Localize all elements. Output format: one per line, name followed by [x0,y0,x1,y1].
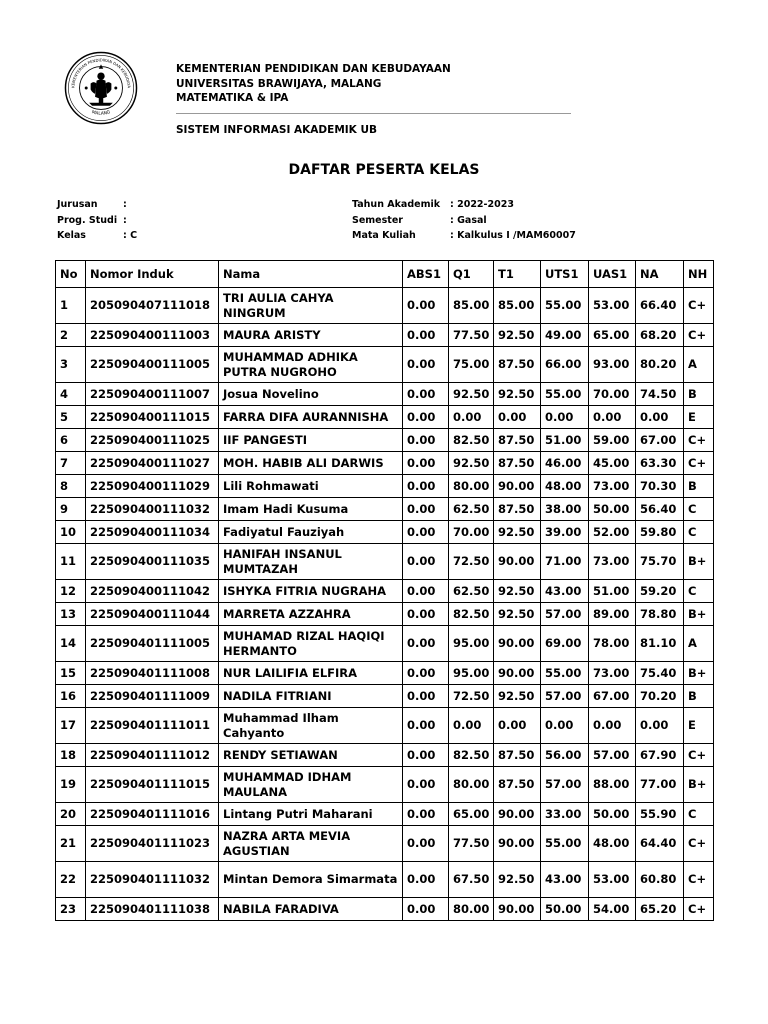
table-row [56,544,714,580]
cell-nh: B+ [684,544,714,580]
institution-header [176,62,451,106]
cell-uas1: 54.00 [589,898,636,921]
cell-uas1: 51.00 [589,580,636,603]
faculty-name: MATEMATIKA & IPA [176,92,289,104]
ministry-name: KEMENTERIAN PENDIDIKAN DAN KEBUDAYAAN [176,63,451,75]
prodi-separator: : [123,214,127,226]
cell-na: 75.40 [636,662,684,685]
cell-uas1: 65.00 [589,324,636,347]
cell-uts1: 0.00 [541,708,589,744]
cell-t1: 85.00 [494,288,541,324]
cell-no: 8 [56,475,86,498]
cell-abs1: 0.00 [403,521,449,544]
cell-nh: C [684,498,714,521]
cell-nomor-induk: 225090400111034 [86,521,219,544]
cell-q1: 0.00 [449,406,494,429]
cell-nama: MARRETA AZZAHRA [219,603,403,626]
cell-nh: A [684,347,714,383]
cell-na: 78.80 [636,603,684,626]
cell-abs1: 0.00 [403,603,449,626]
cell-nama: NABILA FARADIVA [219,898,403,921]
cell-abs1: 0.00 [403,803,449,826]
table-row [56,767,714,803]
cell-uas1: 78.00 [589,626,636,662]
cell-uts1: 50.00 [541,898,589,921]
column-header-nh: NH [684,261,714,288]
cell-nomor-induk: 225090400111015 [86,406,219,429]
cell-t1: 87.50 [494,429,541,452]
cell-uas1: 73.00 [589,662,636,685]
cell-q1: 70.00 [449,521,494,544]
cell-t1: 90.00 [494,626,541,662]
cell-uts1: 71.00 [541,544,589,580]
cell-t1: 92.50 [494,862,541,898]
cell-nama: HANIFAH INSANUL MUMTAZAH [219,544,403,580]
cell-uas1: 70.00 [589,383,636,406]
cell-na: 0.00 [636,708,684,744]
cell-na: 0.00 [636,406,684,429]
cell-uas1: 50.00 [589,803,636,826]
cell-nomor-induk: 225090400111035 [86,544,219,580]
cell-nama: Mintan Demora Simarmata [219,862,403,898]
cell-nh: B [684,685,714,708]
cell-nama: FARRA DIFA AURANNISHA [219,406,403,429]
cell-nh: B [684,383,714,406]
cell-abs1: 0.00 [403,452,449,475]
cell-abs1: 0.00 [403,744,449,767]
cell-nomor-induk: 225090401111012 [86,744,219,767]
cell-q1: 72.50 [449,685,494,708]
semester-value: : Gasal [450,214,487,226]
cell-uas1: 0.00 [589,406,636,429]
cell-uts1: 57.00 [541,767,589,803]
cell-na: 59.20 [636,580,684,603]
cell-q1: 80.00 [449,767,494,803]
cell-na: 70.20 [636,685,684,708]
cell-nh: C+ [684,862,714,898]
table-row [56,475,714,498]
cell-no: 18 [56,744,86,767]
cell-nama: NUR LAILIFIA ELFIRA [219,662,403,685]
cell-na: 55.90 [636,803,684,826]
tahun-value: : 2022-2023 [450,199,514,210]
cell-nomor-induk: 225090401111015 [86,767,219,803]
cell-nama: MOH. HABIB ALI DARWIS [219,452,403,475]
cell-uts1: 57.00 [541,685,589,708]
cell-t1: 90.00 [494,544,541,580]
cell-uas1: 53.00 [589,862,636,898]
cell-nomor-induk: 225090400111044 [86,603,219,626]
cell-nomor-induk: 225090401111008 [86,662,219,685]
cell-nomor-induk: 205090407111018 [86,288,219,324]
cell-uas1: 67.00 [589,685,636,708]
cell-nomor-induk: 225090401111023 [86,826,219,862]
column-header-uts1: UTS1 [541,261,589,288]
cell-no: 2 [56,324,86,347]
table-row [56,662,714,685]
cell-q1: 92.50 [449,383,494,406]
cell-t1: 92.50 [494,580,541,603]
cell-q1: 77.50 [449,826,494,862]
cell-nomor-induk: 225090400111029 [86,475,219,498]
cell-q1: 82.50 [449,744,494,767]
table-row [56,803,714,826]
seal-bottom-text: MALANG [90,110,112,117]
table-row [56,685,714,708]
cell-na: 65.20 [636,898,684,921]
column-header-nama: Nama [219,261,403,288]
cell-q1: 82.50 [449,603,494,626]
cell-nh: C [684,803,714,826]
cell-uas1: 57.00 [589,744,636,767]
cell-q1: 0.00 [449,708,494,744]
table-row [56,429,714,452]
cell-uas1: 88.00 [589,767,636,803]
cell-nh: C [684,521,714,544]
cell-abs1: 0.00 [403,544,449,580]
cell-na: 70.30 [636,475,684,498]
column-header-t1: T1 [494,261,541,288]
column-header-nomor-induk: Nomor Induk [86,261,219,288]
cell-no: 11 [56,544,86,580]
cell-t1: 90.00 [494,898,541,921]
table-row [56,708,714,744]
cell-t1: 90.00 [494,475,541,498]
cell-t1: 87.50 [494,452,541,475]
cell-abs1: 0.00 [403,580,449,603]
cell-nama: Lili Rohmawati [219,475,403,498]
cell-nh: E [684,406,714,429]
cell-no: 4 [56,383,86,406]
cell-uts1: 43.00 [541,580,589,603]
cell-q1: 62.50 [449,498,494,521]
cell-q1: 85.00 [449,288,494,324]
cell-nama: Josua Novelino [219,383,403,406]
cell-abs1: 0.00 [403,708,449,744]
table-row [56,580,714,603]
cell-nama: NAZRA ARTA MEVIA AGUSTIAN [219,826,403,862]
cell-nomor-induk: 225090400111027 [86,452,219,475]
matkul-label: Mata Kuliah [352,230,416,241]
cell-uts1: 55.00 [541,288,589,324]
cell-nomor-induk: 225090401111005 [86,626,219,662]
cell-uts1: 46.00 [541,452,589,475]
cell-nomor-induk: 225090401111038 [86,898,219,921]
prodi-row [57,213,137,229]
cell-no: 5 [56,406,86,429]
cell-t1: 0.00 [494,406,541,429]
cell-no: 7 [56,452,86,475]
cell-na: 77.00 [636,767,684,803]
kelas-label: Kelas [57,230,86,241]
table-row [56,406,714,429]
cell-nomor-induk: 225090401111011 [86,708,219,744]
prodi-label: Prog. Studi [57,214,118,226]
header-divider [176,113,571,114]
cell-na: 63.30 [636,452,684,475]
svg-text:MALANG [91,109,112,117]
cell-nama: NADILA FITRIANI [219,685,403,708]
cell-na: 59.80 [636,521,684,544]
cell-uts1: 39.00 [541,521,589,544]
column-header-q1: Q1 [449,261,494,288]
cell-nomor-induk: 225090400111003 [86,324,219,347]
cell-nh: C+ [684,826,714,862]
cell-nh: C+ [684,429,714,452]
cell-na: 68.20 [636,324,684,347]
cell-t1: 90.00 [494,662,541,685]
cell-abs1: 0.00 [403,383,449,406]
cell-uts1: 57.00 [541,603,589,626]
cell-nh: C+ [684,898,714,921]
cell-na: 74.50 [636,383,684,406]
cell-no: 12 [56,580,86,603]
cell-q1: 80.00 [449,475,494,498]
cell-q1: 72.50 [449,544,494,580]
cell-no: 16 [56,685,86,708]
cell-t1: 92.50 [494,324,541,347]
table-row [56,521,714,544]
table-row [56,498,714,521]
cell-t1: 90.00 [494,803,541,826]
page-title: DAFTAR PESERTA KELAS [288,162,480,178]
cell-nama: Lintang Putri Maharani [219,803,403,826]
cell-q1: 77.50 [449,324,494,347]
cell-no: 10 [56,521,86,544]
cell-no: 19 [56,767,86,803]
cell-t1: 92.50 [494,383,541,406]
cell-no: 22 [56,862,86,898]
cell-q1: 95.00 [449,662,494,685]
cell-na: 66.40 [636,288,684,324]
cell-q1: 62.50 [449,580,494,603]
cell-na: 81.10 [636,626,684,662]
matkul-value: : Kalkulus I /MAM60007 [450,230,576,241]
cell-nomor-induk: 225090400111042 [86,580,219,603]
cell-nama: MAURA ARISTY [219,324,403,347]
cell-nomor-induk: 225090400111007 [86,383,219,406]
cell-abs1: 0.00 [403,347,449,383]
cell-nh: A [684,626,714,662]
cell-uts1: 55.00 [541,826,589,862]
cell-uas1: 53.00 [589,288,636,324]
cell-uas1: 59.00 [589,429,636,452]
cell-abs1: 0.00 [403,662,449,685]
cell-no: 17 [56,708,86,744]
cell-uts1: 56.00 [541,744,589,767]
cell-nomor-induk: 225090400111032 [86,498,219,521]
column-header-abs1: ABS1 [403,261,449,288]
cell-nh: B+ [684,662,714,685]
cell-abs1: 0.00 [403,429,449,452]
cell-abs1: 0.00 [403,898,449,921]
cell-t1: 92.50 [494,685,541,708]
jurusan-label: Jurusan [57,199,98,210]
cell-uas1: 50.00 [589,498,636,521]
cell-uas1: 45.00 [589,452,636,475]
cell-t1: 92.50 [494,521,541,544]
cell-nomor-induk: 225090401111009 [86,685,219,708]
table-row [56,383,714,406]
tahun-label: Tahun Akademik [352,199,441,210]
cell-na: 67.90 [636,744,684,767]
cell-na: 64.40 [636,826,684,862]
university-name: UNIVERSITAS BRAWIJAYA, MALANG [176,77,382,90]
cell-q1: 95.00 [449,626,494,662]
column-header-na: NA [636,261,684,288]
cell-t1: 87.50 [494,767,541,803]
table-row [56,452,714,475]
cell-no: 3 [56,347,86,383]
cell-na: 67.00 [636,429,684,452]
cell-uas1: 48.00 [589,826,636,862]
cell-abs1: 0.00 [403,475,449,498]
cell-uas1: 73.00 [589,544,636,580]
cell-nh: C+ [684,288,714,324]
cell-nama: Muhammad Ilham Cahyanto [219,708,403,744]
cell-nh: C+ [684,324,714,347]
cell-uts1: 0.00 [541,406,589,429]
cell-uas1: 0.00 [589,708,636,744]
cell-nomor-induk: 225090400111025 [86,429,219,452]
cell-uas1: 73.00 [589,475,636,498]
jurusan-row [57,197,137,213]
cell-q1: 65.00 [449,803,494,826]
cell-uts1: 48.00 [541,475,589,498]
cell-t1: 90.00 [494,826,541,862]
cell-abs1: 0.00 [403,767,449,803]
table-row [56,603,714,626]
table-row [56,744,714,767]
cell-uts1: 69.00 [541,626,589,662]
cell-abs1: 0.00 [403,862,449,898]
cell-abs1: 0.00 [403,626,449,662]
participant-table [55,260,714,921]
cell-uas1: 52.00 [589,521,636,544]
cell-uts1: 51.00 [541,429,589,452]
cell-uts1: 38.00 [541,498,589,521]
cell-t1: 0.00 [494,708,541,744]
cell-uas1: 89.00 [589,603,636,626]
seal-top-text: KEMENTERIAN PENDIDIKAN DAN KEBUDAYA [70,57,132,89]
cell-q1: 75.00 [449,347,494,383]
cell-no: 13 [56,603,86,626]
cell-nh: C+ [684,452,714,475]
table-row [56,347,714,383]
cell-uas1: 93.00 [589,347,636,383]
cell-no: 6 [56,429,86,452]
cell-nh: B [684,475,714,498]
cell-uts1: 55.00 [541,383,589,406]
cell-uts1: 33.00 [541,803,589,826]
table-row [56,288,714,324]
cell-nh: B+ [684,603,714,626]
table-row [56,898,714,921]
cell-q1: 82.50 [449,429,494,452]
jurusan-separator: : [123,199,127,210]
cell-nh: C+ [684,744,714,767]
cell-uts1: 55.00 [541,662,589,685]
cell-abs1: 0.00 [403,826,449,862]
cell-no: 21 [56,826,86,862]
cell-nama: RENDY SETIAWAN [219,744,403,767]
cell-abs1: 0.00 [403,498,449,521]
table-row [56,626,714,662]
cell-q1: 67.50 [449,862,494,898]
cell-uts1: 49.00 [541,324,589,347]
class-info-right [352,197,576,244]
cell-nama: Imam Hadi Kusuma [219,498,403,521]
cell-abs1: 0.00 [403,685,449,708]
cell-nh: B+ [684,767,714,803]
cell-t1: 92.50 [494,603,541,626]
semester-row [352,213,576,229]
table-row [56,826,714,862]
cell-abs1: 0.00 [403,324,449,347]
university-seal-icon [64,51,138,125]
table-header-row [56,261,714,288]
cell-no: 23 [56,898,86,921]
cell-nh: C [684,580,714,603]
cell-nama: Fadiyatul Fauziyah [219,521,403,544]
cell-nama: TRI AULIA CAHYA NINGRUM [219,288,403,324]
kelas-value: : C [123,230,138,241]
cell-nama: IIF PANGESTI [219,429,403,452]
cell-no: 14 [56,626,86,662]
semester-label: Semester [352,214,403,226]
cell-q1: 80.00 [449,898,494,921]
cell-na: 80.20 [636,347,684,383]
tahun-row [352,197,576,213]
cell-nomor-induk: 225090400111005 [86,347,219,383]
cell-nama: MUHAMMAD IDHAM MAULANA [219,767,403,803]
cell-nomor-induk: 225090401111032 [86,862,219,898]
column-header-no: No [56,261,86,288]
cell-q1: 92.50 [449,452,494,475]
cell-na: 56.40 [636,498,684,521]
cell-no: 1 [56,288,86,324]
class-info-left [57,197,137,244]
matkul-row [352,228,576,244]
cell-t1: 87.50 [494,744,541,767]
cell-na: 75.70 [636,544,684,580]
cell-t1: 87.50 [494,347,541,383]
cell-uts1: 66.00 [541,347,589,383]
kelas-row [57,228,137,244]
cell-no: 15 [56,662,86,685]
cell-nama: ISHYKA FITRIA NUGRAHA [219,580,403,603]
cell-abs1: 0.00 [403,406,449,429]
cell-no: 20 [56,803,86,826]
table-row [56,324,714,347]
cell-uts1: 43.00 [541,862,589,898]
cell-no: 9 [56,498,86,521]
cell-nh: E [684,708,714,744]
cell-t1: 87.50 [494,498,541,521]
system-name: SISTEM INFORMASI AKADEMIK UB [176,124,378,136]
cell-abs1: 0.00 [403,288,449,324]
table-body [56,288,714,921]
cell-nama: MUHAMMAD ADHIKA PUTRA NUGROHO [219,347,403,383]
table-row [56,862,714,898]
column-header-uas1: UAS1 [589,261,636,288]
cell-na: 60.80 [636,862,684,898]
cell-nomor-induk: 225090401111016 [86,803,219,826]
cell-nama: MUHAMAD RIZAL HAQIQI HERMANTO [219,626,403,662]
